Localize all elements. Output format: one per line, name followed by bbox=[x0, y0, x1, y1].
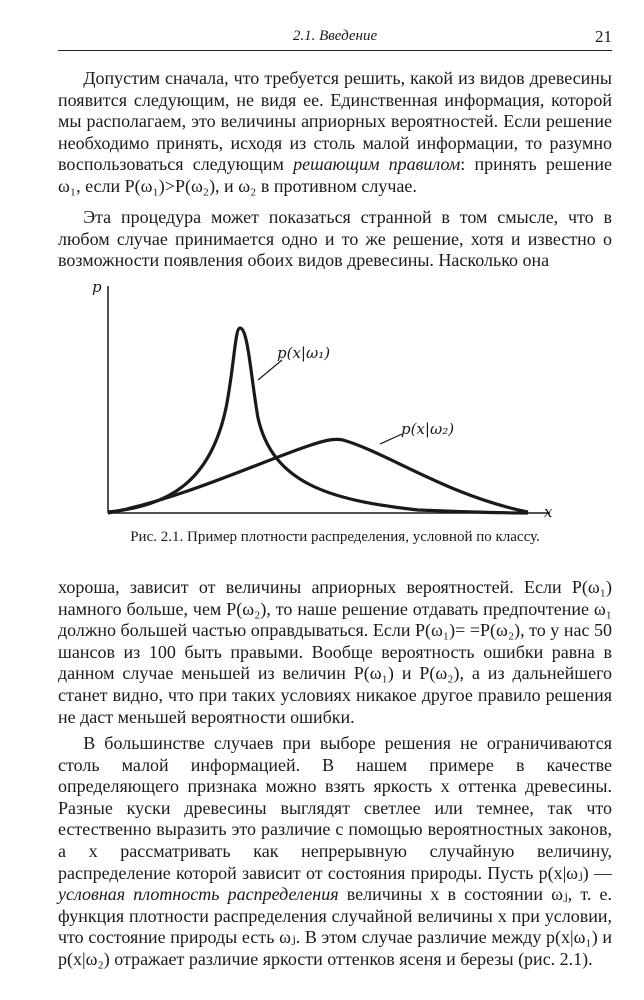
figure-caption: Рис. 2.1. Пример плотности распределения, условной по классу. bbox=[130, 529, 540, 545]
curve-omega-2 bbox=[108, 439, 528, 513]
paragraph-3: хороша, зависит от величины априорных вероятностей. Если P(ω₁) намного больше, чем P(ω₂), то наше решение отдавать предпочтение ω₁ должно большей частью оправдываться. Если P(ω₁)= =P(ω₂), то у нас 50 шансов из 100 быть правыми. Вообще вероятность ошибки равна в данном случае меньшей из величин P(ω₁) и P(ω₂), а из дальнейшего станет видно, что при таких условиях никакое другое правило решения не даст меньшей вероятности ошибки. bbox=[58, 577, 612, 727]
paragraph-2: Эта процедура может показаться странной в том смысле, что в любом случае принимается одно и то же решение, хотя и известно о возможности появления обоих видов древесины. Насколько она bbox=[58, 207, 612, 271]
y-axis-label: p bbox=[92, 278, 102, 296]
paragraph-1 bbox=[58, 68, 612, 198]
page-number: 21 bbox=[595, 27, 612, 46]
x-axis-label: x bbox=[544, 503, 553, 521]
paragraph-1-text-b: : принять решение ω₁, если P(ω₁)>P(ω₂), и ω₂ в противном случае. bbox=[58, 154, 612, 196]
curve-1-label: p(x|ω₁) bbox=[277, 344, 331, 362]
curve-2-label: p(x|ω₂) bbox=[401, 420, 455, 438]
conditional-density-term: условная плотность распределения bbox=[58, 884, 339, 905]
running-head: 2.1. Введение bbox=[292, 28, 378, 44]
curve-2-leader-line bbox=[380, 434, 402, 444]
paragraph-4-text-b: величины x в состоянии ωⱼ, т. е. функция плотности распределения случайной величины x при условии, что состояние природы есть ωⱼ. В этом случае различие между p(x|ω₁) и p(x|ω₂) отражает различие яркости оттенков ясеня и березы (рис. 2.1). bbox=[58, 884, 612, 969]
paragraph-4 bbox=[58, 733, 612, 971]
page-header bbox=[58, 24, 612, 51]
density-plot bbox=[88, 278, 588, 518]
paragraph-4-text-a: В большинстве случаев при выборе решения не ограничиваются столь малой информацией. В нашем примере в качестве определяющего признака можно взять яркость x оттенка древесины. Разные куски древесины выглядят светлее или темнее, так что естественно выразить это различие с помощью вероятностных законов, а x рассматривать как непрерывную случайную величину, распределение которой зависит от состояния природы. Пусть p(x|ωⱼ) — bbox=[58, 733, 612, 883]
figure-2-1 bbox=[88, 278, 588, 521]
paragraph-1-text-a: Допустим сначала, что требуется решить, какой из видов древесины появится следующим, не видя ее. Единственная информация, которой мы располагаем, это величины априорных вероятностей. Если решение необходимо принять, исходя из столь малой информации, то разумно воспользоваться следующим bbox=[58, 68, 612, 175]
decision-rule-term: решающим правилом bbox=[293, 154, 461, 175]
curve-1-leader-line bbox=[258, 360, 282, 380]
